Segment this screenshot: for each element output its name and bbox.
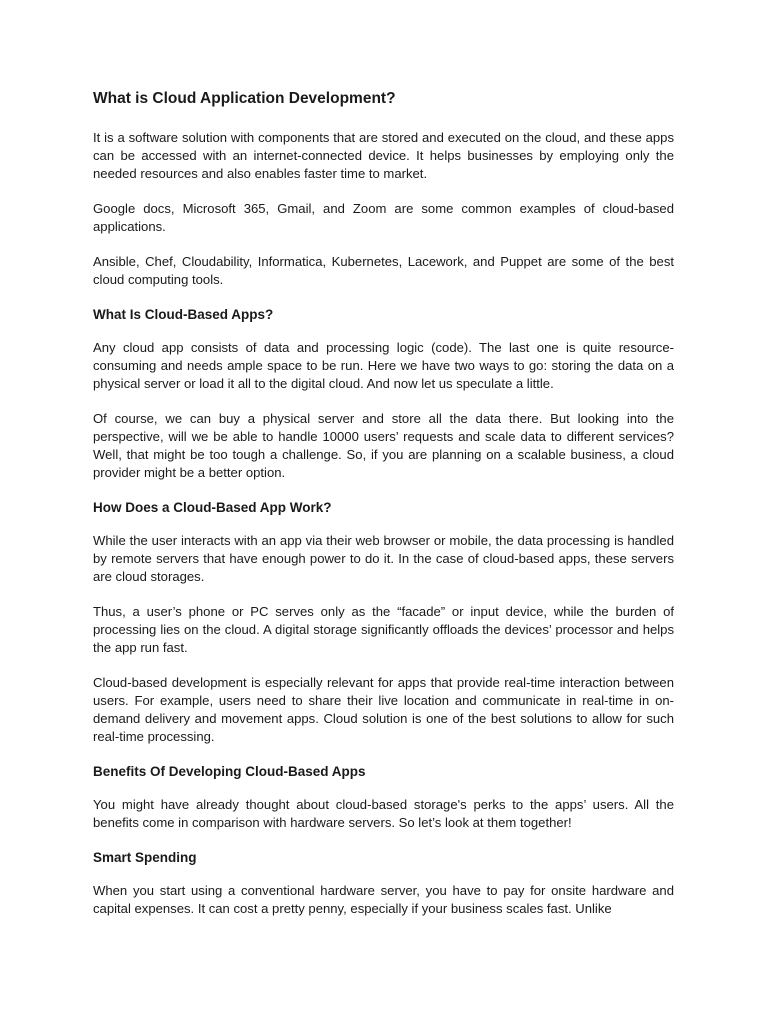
document-page [93, 88, 674, 918]
how-it-works-paragraph-3: Cloud-based development is especially relevant for apps that provide real-time interaction between users. For example, users need to share their live location and communicate in real-time in on-demand delivery and movement apps. Cloud solution is one of the best solutions to allow for such real-time processing. [93, 675, 674, 744]
how-it-works-paragraph-1: While the user interacts with an app via their web browser or mobile, the data processing is handled by remote servers that have enough power to do it. In the case of cloud-based apps, these servers are cloud storages. [93, 533, 674, 584]
section-heading-benefits: Benefits Of Developing Cloud-Based Apps [93, 764, 366, 779]
benefits-paragraph-1: You might have already thought about cloud-based storage's perks to the apps’ users. All the benefits come in comparison with hardware servers. So let’s look at them together! [93, 797, 674, 830]
page-title: What is Cloud Application Development? [93, 90, 396, 107]
intro-paragraph-1: It is a software solution with components that are stored and executed on the cloud, and these apps can be accessed with an internet-connected device. It helps businesses by employing only the needed resources and also enables faster time to market. [93, 130, 674, 181]
section-heading-smart-spending: Smart Spending [93, 850, 197, 865]
section-heading-cloud-based-apps: What Is Cloud-Based Apps? [93, 307, 274, 322]
intro-paragraph-3: Ansible, Chef, Cloudability, Informatica, Kubernetes, Lacework, and Puppet are some of the best cloud computing tools. [93, 254, 674, 287]
cloud-based-apps-paragraph-2: Of course, we can buy a physical server and store all the data there. But looking into the perspective, will we be able to handle 10000 users’ requests and scale data to different services? Well, that might be too tough a challenge. So, if you are planning on a scalable business, a cloud provider might be a better option. [93, 411, 674, 480]
how-it-works-paragraph-2: Thus, a user’s phone or PC serves only as the “facade” or input device, while the burden of processing lies on the cloud. A digital storage significantly offloads the devices’ processor and helps the app run fast. [93, 604, 674, 655]
intro-paragraph-2: Google docs, Microsoft 365, Gmail, and Zoom are some common examples of cloud-based applications. [93, 201, 674, 234]
section-heading-how-it-works: How Does a Cloud-Based App Work? [93, 500, 332, 515]
smart-spending-paragraph-1: When you start using a conventional hardware server, you have to pay for onsite hardware and capital expenses. It can cost a pretty penny, especially if your business scales fast. Unlike [93, 883, 674, 916]
cloud-based-apps-paragraph-1: Any cloud app consists of data and processing logic (code). The last one is quite resource-consuming and needs ample space to be run. Here we have two ways to go: storing the data on a physical server or load it all to the digital cloud. And now let us speculate a little. [93, 340, 674, 391]
